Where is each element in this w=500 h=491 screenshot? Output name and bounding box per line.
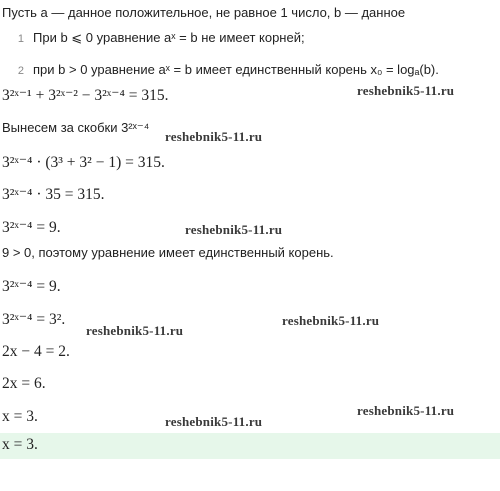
equation-factored: 3²ˣ⁻⁴ · (3³ + 3² − 1) = 315. [2,154,165,171]
equation-same-base: 3²ˣ⁻⁴ = 3². [2,311,66,328]
equation-divided: 3²ˣ⁻⁴ = 9. [2,219,61,236]
list-item-1: 1 При b ⩽ 0 уравнение aˣ = b не имеет корней; [17,30,305,45]
equation-2x: 2x = 6. [2,375,46,392]
equation-exponents: 2x − 4 = 2. [2,343,70,360]
list-item-2: 2 при b > 0 уравнение aˣ = b имеет единственный корень x₀ = logₐ(b). [17,62,439,77]
factor-out-text: Вынесем за скобки 3²ˣ⁻⁴ [2,120,150,135]
answer-highlight [0,433,500,459]
reasoning-text: 9 > 0, поэтому уравнение имеет единственный корень. [2,245,334,260]
equation-original: 3²ˣ⁻¹ + 3²ˣ⁻² − 3²ˣ⁻⁴ = 315. [2,87,169,104]
watermark: reshebnik5-11.ru [357,83,455,98]
equation-x: x = 3. [2,408,38,425]
watermark: reshebnik5-11.ru [282,313,380,328]
equation-repeat: 3²ˣ⁻⁴ = 9. [2,278,61,295]
answer-text: x = 3. [2,436,38,453]
watermark: reshebnik5-11.ru [165,129,263,144]
watermark: reshebnik5-11.ru [185,222,283,237]
intro-text: Пусть a — данное положительное, не равное 1 число, b — данное [2,5,406,20]
watermark: reshebnik5-11.ru [165,414,263,429]
watermark: reshebnik5-11.ru [357,403,455,418]
equation-simplified: 3²ˣ⁻⁴ · 35 = 315. [2,186,105,203]
watermark: reshebnik5-11.ru [86,323,184,338]
